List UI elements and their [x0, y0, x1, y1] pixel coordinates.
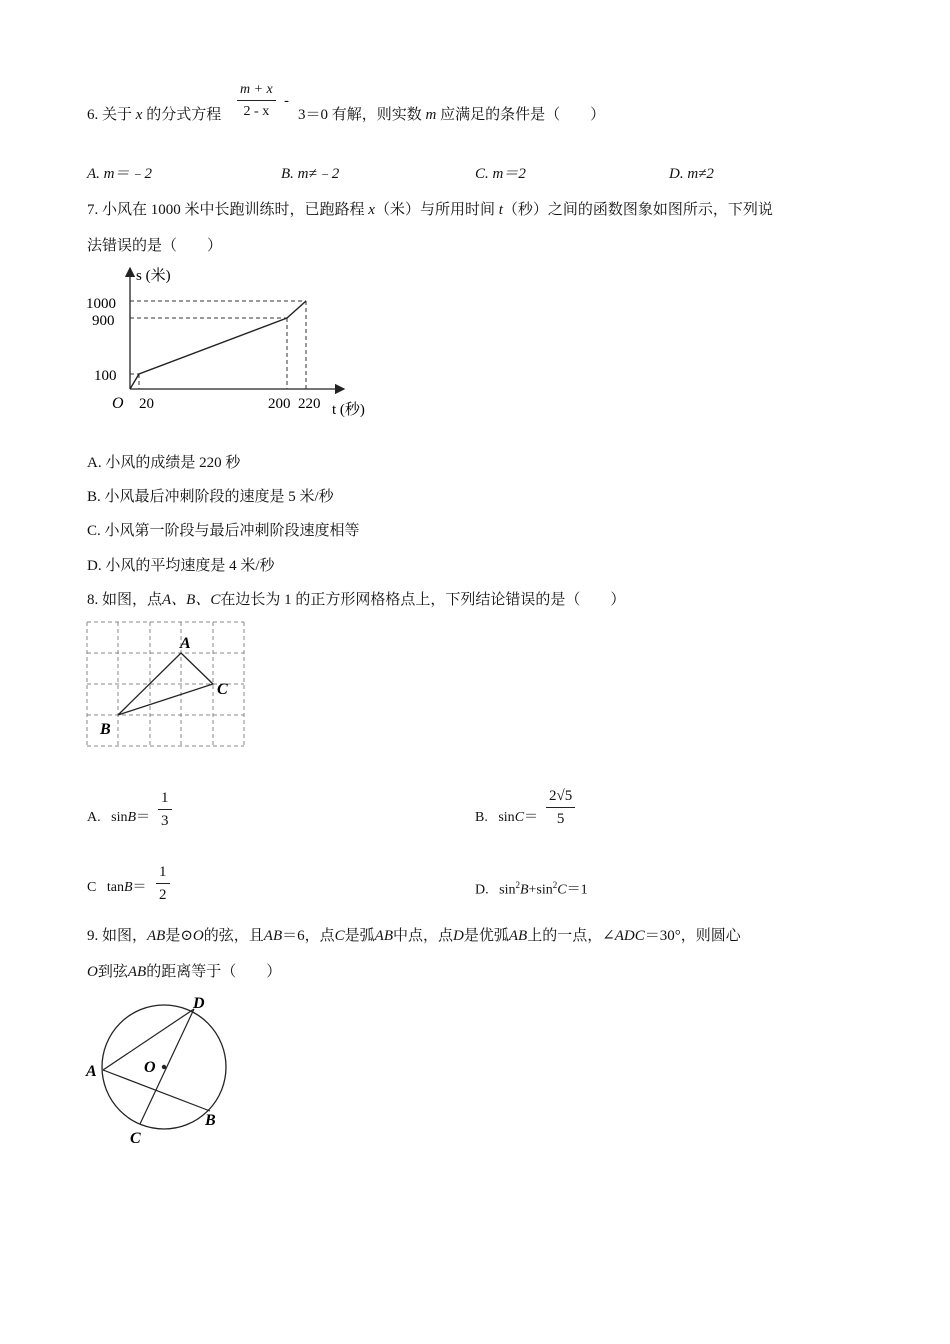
q9-label-d: D	[193, 995, 205, 1012]
q7-option-c[interactable]: C. 小风第一阶段与最后冲刺阶段速度相等	[87, 523, 360, 539]
q8-option-c-fraction: $\frac{1}{2}$	[156, 864, 170, 904]
q8-option-c[interactable]: C tanB＝	[87, 880, 147, 895]
q8-grid-figure	[84, 618, 252, 750]
q7-distance-time-graph	[86, 262, 386, 422]
q7-stem-line2: 法错误的是（ ）	[87, 238, 223, 254]
q6-option-b[interactable]: B. m≠﹣2	[281, 166, 340, 182]
q7-y-tick-100: 100	[94, 368, 117, 384]
q6-stem-rest: 3＝0 有解，则实数 m 应满足的条件是（ ）	[298, 107, 606, 123]
q7-x-tick-200: 200	[268, 396, 291, 412]
q8-option-a[interactable]: A. sinB＝	[87, 810, 151, 825]
q9-chord-ab	[103, 1070, 210, 1111]
q7-origin-label: O	[112, 395, 124, 412]
q7-x-axis-label: t (秒)	[332, 402, 365, 418]
q9-label-b: B	[205, 1112, 216, 1129]
q9-stem-line2: O到弦AB的距离等于（ ）	[87, 964, 282, 980]
q6-option-d[interactable]: D. m≠2	[669, 166, 714, 182]
q9-label-o: O	[144, 1059, 156, 1076]
q6-minus: -	[284, 93, 289, 109]
q7-option-d[interactable]: D. 小风的平均速度是 4 米/秒	[87, 558, 275, 574]
q6-fraction-numerator: m + x	[237, 82, 276, 101]
q6-fraction-denominator: 2 - x	[243, 104, 270, 119]
q7-option-b[interactable]: B. 小风最后冲刺阶段的速度是 5 米/秒	[87, 489, 334, 505]
q7-x-tick-20: 20	[139, 396, 154, 412]
q6-fraction	[237, 82, 276, 120]
q6-stem: 6. 关于 x 的分式方程	[87, 107, 222, 123]
q8-option-b-fraction: $\frac{2√5}{5}$	[546, 788, 575, 828]
q7-y-axis-label: s (米)	[136, 268, 171, 284]
q8-label-c: C	[217, 681, 228, 698]
q9-circle-figure	[82, 990, 242, 1150]
q7-data-line	[130, 301, 306, 389]
q8-stem: 8. 如图，点A、B、C在边长为 1 的正方形网格格点上，下列结论错误的是（ ）	[87, 592, 626, 608]
q8-option-b[interactable]: B. sinC＝	[475, 810, 539, 825]
q7-x-tick-220: 220	[298, 396, 321, 412]
q6-option-c[interactable]: C. m＝2	[475, 166, 526, 182]
q7-option-a[interactable]: A. 小风的成绩是 220 秒	[87, 455, 241, 471]
q8-option-d[interactable]: D. $\sin^2B+\sin^2C=1$	[475, 880, 588, 898]
q9-center-dot	[162, 1065, 166, 1069]
q7-y-tick-900: 900	[92, 313, 115, 329]
q6-option-a[interactable]: A. m＝﹣2	[87, 166, 153, 182]
q9-label-a: A	[86, 1063, 97, 1080]
q7-y-tick-1000: 1000	[86, 296, 116, 312]
q9-label-c: C	[130, 1130, 141, 1147]
q8-label-a: A	[180, 635, 191, 652]
q9-stem-line1: 9. 如图，AB是⊙O的弦，且AB＝6，点C是弧AB中点，点D是优弧AB上的一点，∠ADC＝30°，则圆心	[87, 928, 741, 944]
q7-stem-line1: 7. 小风在 1000 米中长跑训练时，已跑路程 x（米）与所用时间 t（秒）之间的函数图象如图所示，下列说	[87, 202, 773, 218]
q8-label-b: B	[100, 721, 111, 738]
q8-option-a-fraction: $\frac{1}{3}$	[158, 790, 172, 830]
